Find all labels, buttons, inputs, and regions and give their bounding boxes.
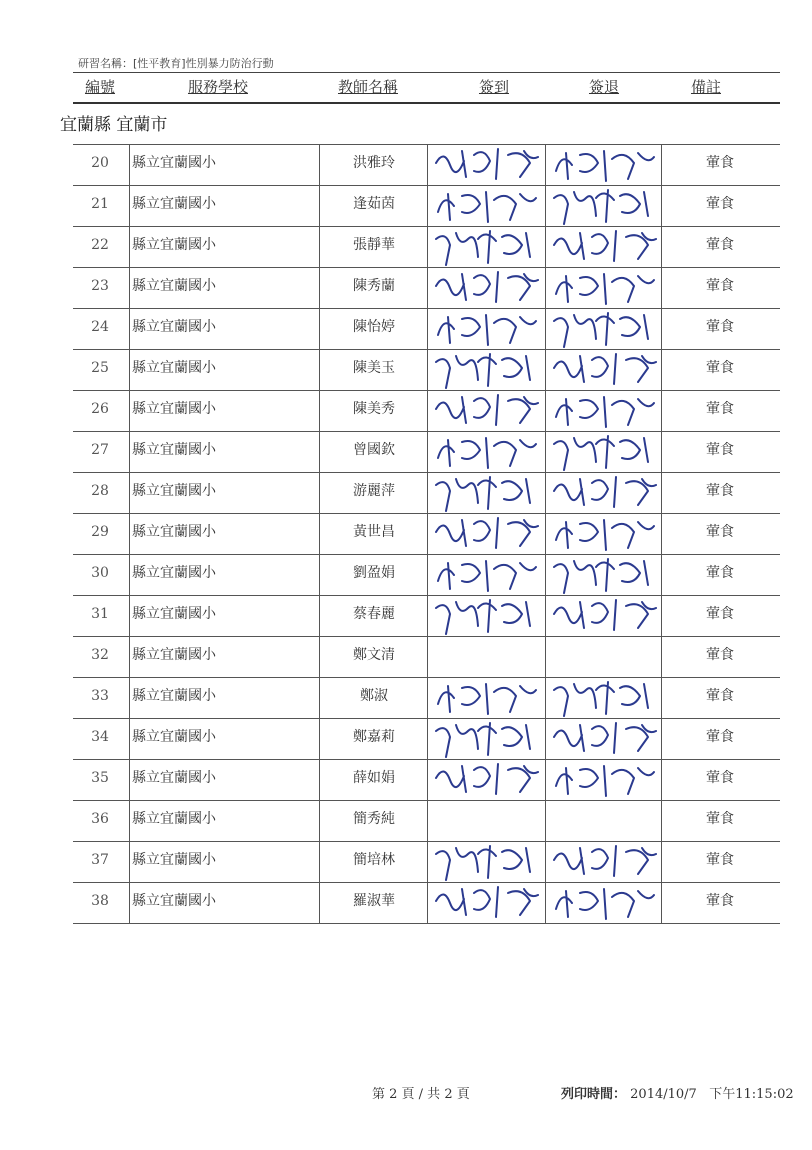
row-number: 33 — [91, 688, 109, 704]
sign-out-cell — [545, 227, 662, 267]
note-cell: 葷食 — [706, 688, 734, 704]
sign-in-cell — [427, 432, 546, 472]
sign-out-cell — [545, 596, 662, 636]
sign-in-cell — [427, 596, 546, 636]
note-cell: 葷食 — [706, 729, 734, 745]
school-cell: 縣立宜蘭國小 — [129, 391, 322, 431]
row-number: 36 — [91, 811, 109, 827]
sign-out-cell — [545, 678, 662, 718]
school-cell: 縣立宜蘭國小 — [129, 637, 322, 677]
region-heading: 宜蘭縣 宜蘭市 — [60, 115, 168, 135]
sign-in-cell — [427, 555, 546, 595]
note-cell: 葷食 — [706, 360, 734, 376]
teacher-cell: 陳美秀 — [319, 391, 428, 431]
teacher-cell: 簡培林 — [319, 842, 428, 882]
column-header-sign-out: 簽退 — [588, 78, 619, 96]
page-indicator: 第 2 頁 / 共 2 頁 — [372, 1087, 470, 1102]
attendance-table — [73, 144, 780, 924]
sign-out-signature — [546, 592, 662, 640]
teacher-cell: 羅淑華 — [319, 883, 428, 923]
teacher-cell: 鄭淑 — [319, 678, 428, 718]
row-number: 31 — [91, 606, 109, 622]
note-cell: 葷食 — [706, 565, 734, 581]
sign-in-signature — [428, 756, 544, 804]
table-row — [73, 760, 780, 801]
table-row — [73, 555, 780, 596]
sign-out-cell — [545, 760, 662, 800]
row-number: 34 — [91, 729, 109, 745]
sign-out-cell — [545, 268, 662, 308]
sign-out-signature — [546, 879, 662, 927]
note-cell: 葷食 — [706, 278, 734, 294]
sign-out-cell — [545, 145, 662, 185]
sign-in-cell — [427, 801, 546, 841]
table-row — [73, 186, 780, 227]
school-cell: 縣立宜蘭國小 — [129, 760, 322, 800]
sign-out-cell — [545, 883, 662, 923]
school-cell: 縣立宜蘭國小 — [129, 145, 322, 185]
row-number: 37 — [91, 852, 109, 868]
column-header-note: 備註 — [690, 78, 721, 96]
sign-in-cell — [427, 268, 546, 308]
course-name: [性平教育]性別暴力防治行動 — [133, 57, 274, 70]
sign-out-cell — [545, 719, 662, 759]
table-row — [73, 801, 780, 842]
sign-out-cell — [545, 637, 662, 677]
school-cell: 縣立宜蘭國小 — [129, 883, 322, 923]
note-cell: 葷食 — [706, 401, 734, 417]
teacher-cell: 黃世昌 — [319, 514, 428, 554]
sign-out-cell — [545, 309, 662, 349]
teacher-cell: 張靜華 — [319, 227, 428, 267]
table-row — [73, 227, 780, 268]
sign-in-signature — [428, 879, 544, 927]
sign-out-cell — [545, 473, 662, 513]
row-number: 23 — [91, 278, 109, 294]
header-top-rule — [73, 72, 780, 73]
table-row — [73, 391, 780, 432]
table-row — [73, 432, 780, 473]
table-row — [73, 637, 780, 678]
row-number: 24 — [91, 319, 109, 335]
sign-out-cell — [545, 801, 662, 841]
row-number: 30 — [91, 565, 109, 581]
table-row — [73, 719, 780, 760]
teacher-cell: 簡秀純 — [319, 801, 428, 841]
school-cell: 縣立宜蘭國小 — [129, 473, 322, 513]
teacher-cell: 薛如娟 — [319, 760, 428, 800]
sign-out-signature — [546, 756, 662, 804]
table-row — [73, 473, 780, 514]
sign-in-cell — [427, 760, 546, 800]
sign-in-cell — [427, 719, 546, 759]
row-number: 29 — [91, 524, 109, 540]
table-row — [73, 842, 780, 883]
teacher-cell: 劉盈娟 — [319, 555, 428, 595]
teacher-cell: 陳秀蘭 — [319, 268, 428, 308]
teacher-cell: 洪雅玲 — [319, 145, 428, 185]
school-cell: 縣立宜蘭國小 — [129, 432, 322, 472]
table-row — [73, 596, 780, 637]
teacher-cell: 陳美玉 — [319, 350, 428, 390]
school-cell: 縣立宜蘭國小 — [129, 186, 322, 226]
note-cell: 葷食 — [706, 893, 734, 909]
sign-in-cell — [427, 186, 546, 226]
sign-out-cell — [545, 391, 662, 431]
table-row — [73, 514, 780, 555]
sign-in-cell — [427, 145, 546, 185]
teacher-cell: 蔡春麗 — [319, 596, 428, 636]
teacher-cell: 逢茹茵 — [319, 186, 428, 226]
note-cell: 葷食 — [706, 811, 734, 827]
print-date: 2014/10/7 — [630, 1087, 697, 1102]
print-time-label: 列印時間： — [561, 1087, 627, 1102]
school-cell: 縣立宜蘭國小 — [129, 555, 322, 595]
sign-out-cell — [545, 350, 662, 390]
note-cell: 葷食 — [706, 237, 734, 253]
row-number: 32 — [91, 647, 109, 663]
column-header-school: 服務學校 — [187, 78, 248, 96]
school-cell: 縣立宜蘭國小 — [129, 309, 322, 349]
sign-in-cell — [427, 350, 546, 390]
row-number: 35 — [91, 770, 109, 786]
course-title — [78, 55, 274, 71]
note-cell: 葷食 — [706, 155, 734, 171]
row-number: 21 — [91, 196, 109, 212]
row-number: 28 — [91, 483, 109, 499]
sign-in-signature — [428, 592, 544, 640]
row-number: 26 — [91, 401, 109, 417]
school-cell: 縣立宜蘭國小 — [129, 719, 322, 759]
note-cell: 葷食 — [706, 483, 734, 499]
sign-in-cell — [427, 678, 546, 718]
sign-in-cell — [427, 883, 546, 923]
course-label: 研習名稱： — [78, 57, 133, 70]
row-number: 20 — [91, 155, 109, 171]
note-cell: 葷食 — [706, 319, 734, 335]
note-cell: 葷食 — [706, 647, 734, 663]
school-cell: 縣立宜蘭國小 — [129, 227, 322, 267]
table-row — [73, 145, 780, 186]
teacher-cell: 鄭文清 — [319, 637, 428, 677]
note-cell: 葷食 — [706, 852, 734, 868]
sign-in-cell — [427, 637, 546, 677]
school-cell: 縣立宜蘭國小 — [129, 801, 322, 841]
sign-in-cell — [427, 227, 546, 267]
note-cell: 葷食 — [706, 770, 734, 786]
header-bottom-rule — [73, 102, 780, 104]
column-header-teacher: 教師名稱 — [337, 78, 398, 96]
table-row — [73, 268, 780, 309]
print-clock: 下午11:15:02 — [709, 1087, 794, 1102]
row-number: 25 — [91, 360, 109, 376]
school-cell: 縣立宜蘭國小 — [129, 514, 322, 554]
sign-out-cell — [545, 555, 662, 595]
sign-in-cell — [427, 391, 546, 431]
note-cell: 葷食 — [706, 524, 734, 540]
row-number: 38 — [91, 893, 109, 909]
school-cell: 縣立宜蘭國小 — [129, 842, 322, 882]
sign-in-cell — [427, 842, 546, 882]
column-header-sign-in: 簽到 — [478, 78, 509, 96]
print-time — [561, 1083, 794, 1102]
row-number: 27 — [91, 442, 109, 458]
sign-out-cell — [545, 514, 662, 554]
sign-in-cell — [427, 473, 546, 513]
sign-in-cell — [427, 309, 546, 349]
school-cell: 縣立宜蘭國小 — [129, 678, 322, 718]
teacher-cell: 曾國欽 — [319, 432, 428, 472]
sign-in-cell — [427, 514, 546, 554]
note-cell: 葷食 — [706, 606, 734, 622]
table-row — [73, 678, 780, 719]
school-cell: 縣立宜蘭國小 — [129, 268, 322, 308]
table-row — [73, 309, 780, 350]
teacher-cell: 鄭嘉莉 — [319, 719, 428, 759]
note-cell: 葷食 — [706, 442, 734, 458]
school-cell: 縣立宜蘭國小 — [129, 350, 322, 390]
column-header-number: 編號 — [84, 78, 115, 96]
sign-out-cell — [545, 186, 662, 226]
sign-out-cell — [545, 842, 662, 882]
table-row — [73, 883, 780, 924]
teacher-cell: 游麗萍 — [319, 473, 428, 513]
table-row — [73, 350, 780, 391]
sign-out-cell — [545, 432, 662, 472]
teacher-cell: 陳怡婷 — [319, 309, 428, 349]
school-cell: 縣立宜蘭國小 — [129, 596, 322, 636]
note-cell: 葷食 — [706, 196, 734, 212]
row-number: 22 — [91, 237, 109, 253]
